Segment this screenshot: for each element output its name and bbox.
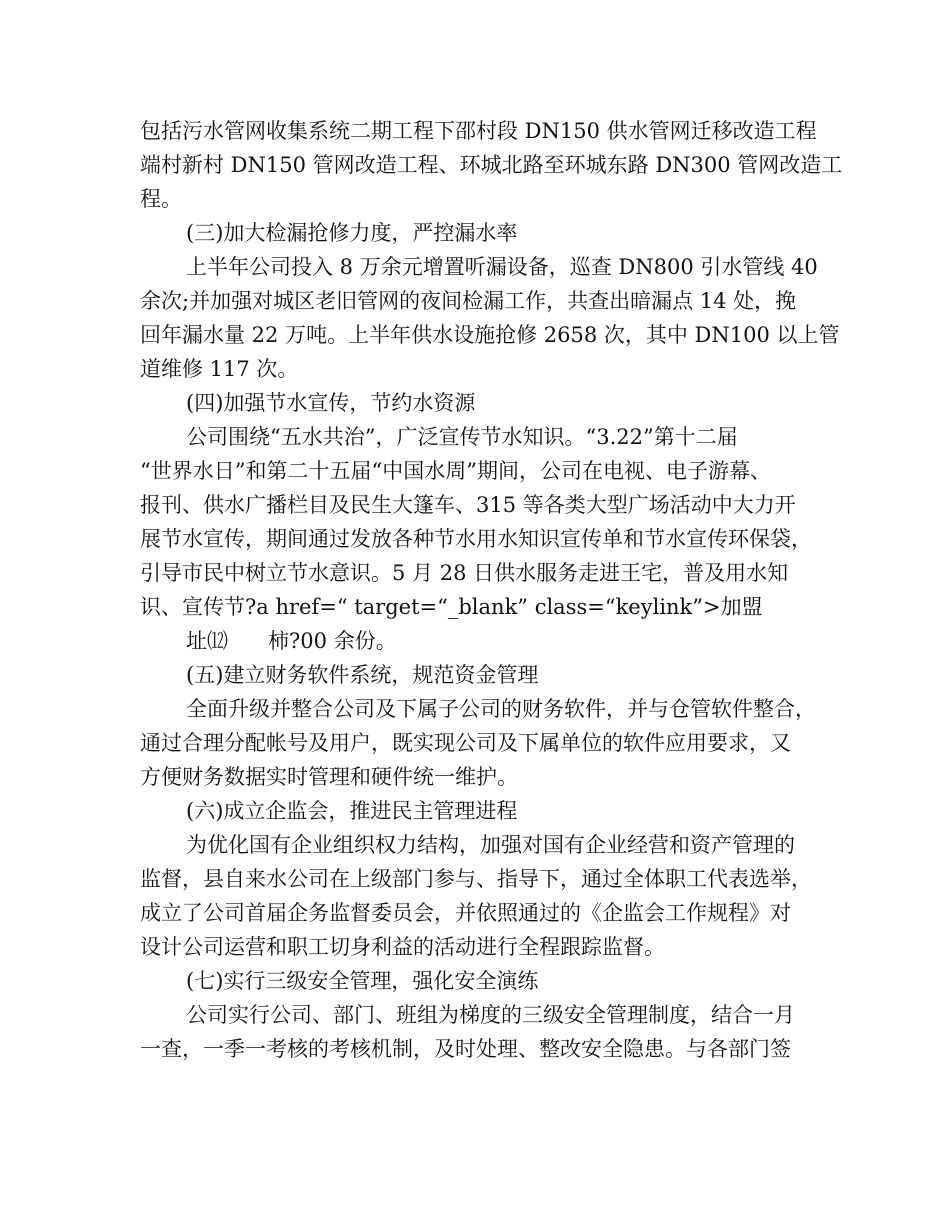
text-line: 设计公司运营和职工切身利益的活动进行全程跟踪监督。 [140, 935, 665, 959]
text-line: 公司实行公司、部门、班组为梯度的三级安全管理制度，结合一月 [186, 1003, 795, 1027]
text-line: 为优化国有企业组织权力结构，加强对国有企业经营和资产管理的 [186, 833, 795, 857]
section-heading: (三)加大检漏抢修力度，严控漏水率 [186, 221, 518, 245]
section-heading: (五)建立财务软件系统，规范资金管理 [186, 663, 539, 687]
text-line: 址⑿ 柿?00 余份。 [186, 629, 397, 653]
text-line: 引导市民中树立节水意识。5 月 28 日供水服务走进王宅，普及用水知 [140, 561, 789, 585]
text-line: 全面升级并整合公司及下属子公司的财务软件，并与仓管软件整合， [186, 697, 816, 721]
text-line: 公司围绕“五水共治”，广泛宣传节水知识。“3.22”第十二届 [186, 425, 738, 449]
text-line: 道维修 117 次。 [140, 357, 299, 381]
document-body [140, 114, 843, 1066]
text-line: 端村新村 DN150 管网改造工程、环城北路至环城东路 DN300 管网改造工 [140, 153, 843, 177]
text-line: 识、宣传节?a href=“ target=“_blank” class=“keylink”>加盟 [140, 595, 763, 619]
section-heading: (四)加强节水宣传，节约水资源 [186, 391, 476, 415]
text-line: 包括污水管网收集系统二期工程下邵村段 DN150 供水管网迁移改造工程 [140, 119, 817, 143]
text-line: 成立了公司首届企务监督委员会，并依照通过的《企监会工作规程》对 [140, 901, 791, 925]
section-heading: (七)实行三级安全管理，强化安全演练 [186, 969, 539, 993]
text-line: 展节水宣传，期间通过发放各种节水用水知识宣传单和节水宣传环保袋， [140, 527, 812, 551]
text-line: 余次;并加强对城区老旧管网的夜间检漏工作，共查出暗漏点 14 处，挽 [140, 289, 797, 313]
text-line: 程。 [140, 187, 182, 211]
text-line: 监督，县自来水公司在上级部门参与、指导下，通过全体职工代表选举， [140, 867, 812, 891]
text-line: 一查，一季一考核的考核机制，及时处理、整改安全隐患。与各部门签 [140, 1037, 791, 1061]
text-line: 方便财务数据实时管理和硬件统一维护。 [140, 765, 518, 789]
section-heading: (六)成立企监会，推进民主管理进程 [186, 799, 518, 823]
text-line: “世界水日”和第二十五届“中国水周”期间，公司在电视、电子游幕、 [140, 459, 771, 483]
text-line: 报刊、供水广播栏目及民生大篷车、315 等各类大型广场活动中大力开 [140, 493, 796, 517]
text-line: 上半年公司投入 8 万余元增置听漏设备，巡查 DN800 引水管线 40 [186, 255, 818, 279]
text-line: 通过合理分配帐号及用户，既实现公司及下属单位的软件应用要求，又 [140, 731, 791, 755]
text-line: 回年漏水量 22 万吨。上半年供水设施抢修 2658 次，其中 DN100 以上管 [140, 323, 840, 347]
